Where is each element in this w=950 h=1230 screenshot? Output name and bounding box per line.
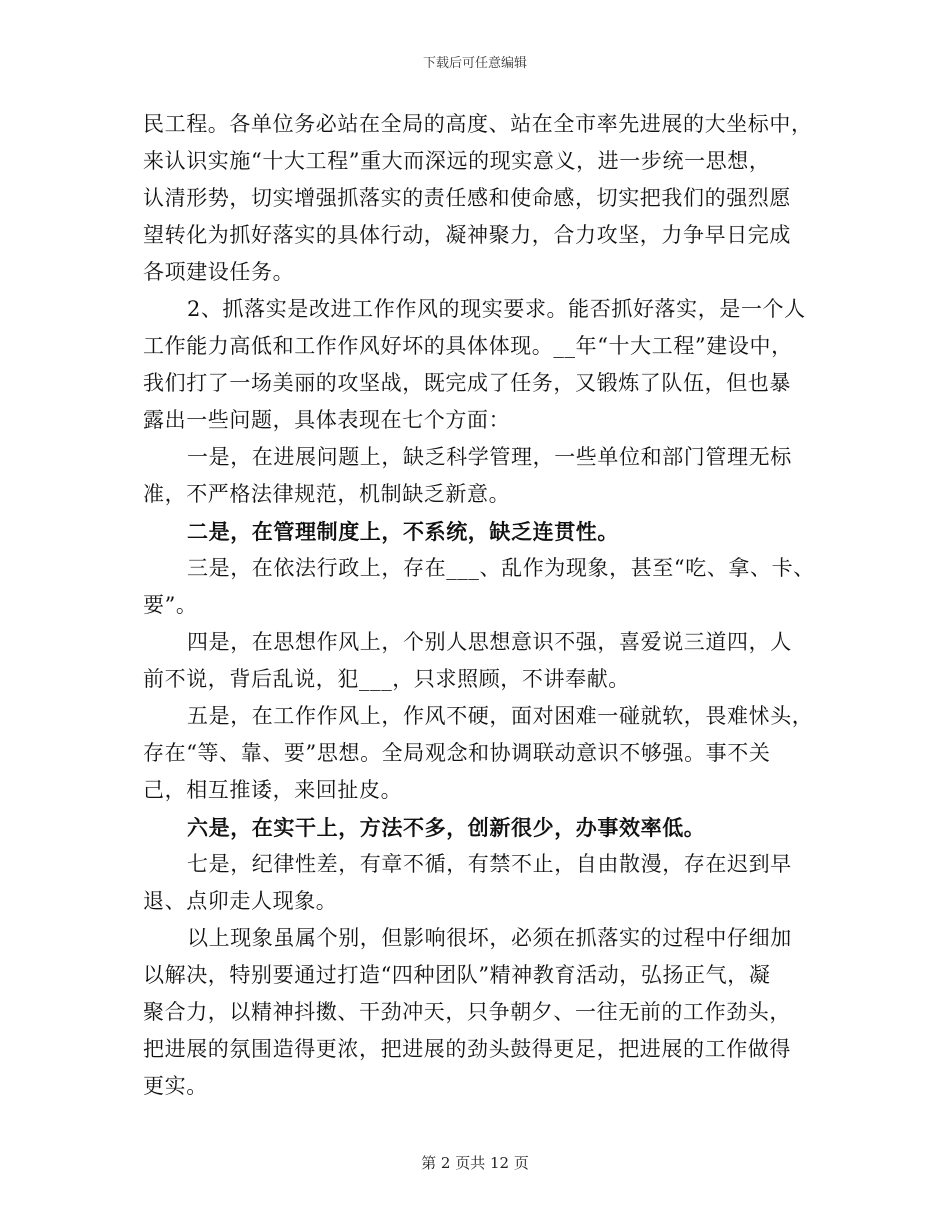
page-footer-page-number: 第 2 页共 12 页 [421, 1154, 529, 1172]
text-line: 一是，在进展问题上，缺乏科学管理，一些单位和部门管理无标 [187, 445, 792, 469]
text-line: 认清形势，切实增强抓落实的责任感和使命感，切实把我们的强烈愿 [143, 186, 791, 210]
text-line: 六是，在实干上，方法不多，创新很少，办事效率低。 [187, 815, 706, 840]
text-line: 七是，纪律性差，有章不循，有禁不止，自由散漫，存在迟到早 [187, 852, 792, 876]
text-line: 三是，在依法行政上，存在___、乱作为现象，甚至“吃、拿、卡、 [187, 556, 815, 580]
document-body [143, 106, 813, 1105]
text-line: 望转化为抓好落实的具体行动，凝神聚力，合力攻坚，力争早日完成 [143, 223, 791, 247]
text-line: 露出一些问题，具体表现在七个方面： [143, 408, 511, 432]
text-line: 来认识实施“十大工程”重大而深远的现实意义，进一步统一思想， [143, 149, 771, 173]
text-line: 二是，在管理制度上，不系统，缺乏连贯性。 [187, 519, 619, 544]
text-line: 工作能力高低和工作作风好坏的具体体现。__年“十大工程”建设中， [143, 334, 793, 358]
text-line: 聚合力，以精神抖擞、干劲冲天，只争朝夕、一往无前的工作劲头， [143, 1000, 791, 1024]
text-line: 各项建设任务。 [143, 260, 295, 284]
text-line: 己，相互推诿，来回扯皮。 [143, 778, 403, 802]
text-line: 我们打了一场美丽的攻坚战，既完成了任务，又锻炼了队伍，但也暴 [143, 371, 791, 395]
text-line: 准，不严格法律规范，机制缺乏新意。 [143, 482, 511, 506]
text-line: 要”。 [143, 593, 198, 617]
text-line: 存在“等、靠、要”思想。全局观念和协调联动意识不够强。事不关 [143, 741, 771, 765]
text-line: 以解决，特别要通过打造“四种团队”精神教育活动，弘扬正气，凝 [143, 963, 771, 987]
page-header: 下载后可任意编辑 [422, 56, 527, 71]
text-line: 四是，在思想作风上，个别人思想意识不强，喜爱说三道四，人 [187, 630, 792, 654]
text-line: 民工程。各单位务必站在全局的高度、站在全市率先进展的大坐标中， [143, 112, 813, 136]
text-line: 前不说，背后乱说，犯___，只求照顾，不讲奉献。 [143, 667, 630, 691]
text-line: 以上现象虽属个别，但影响很坏，必须在抓落实的过程中仔细加 [187, 926, 792, 950]
text-line: 把进展的氛围造得更浓，把进展的劲头鼓得更足，把进展的工作做得 [143, 1037, 791, 1061]
text-line: 更实。 [143, 1074, 208, 1098]
text-line: 退、点卯走人现象。 [143, 889, 338, 913]
text-line: 五是，在工作作风上，作风不硬，面对困难一碰就软，畏难怵头， [187, 704, 814, 728]
text-line: 2、抓落实是改进工作作风的现实要求。能否抓好落实，是一个人 [187, 297, 806, 321]
